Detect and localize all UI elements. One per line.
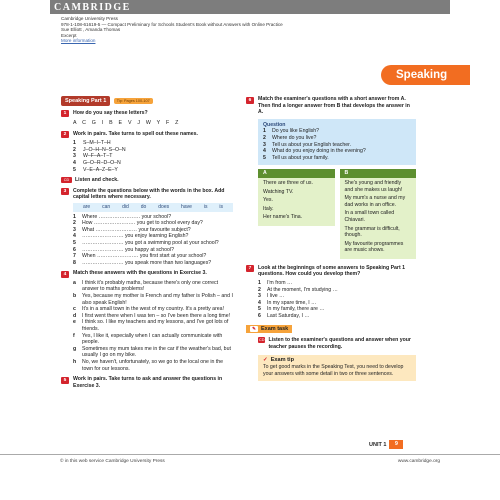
list-item xyxy=(263,142,411,149)
exercise-2 xyxy=(61,131,233,139)
exercise-instruction: Match these answers with the questions in Exercise 3. xyxy=(73,270,207,277)
more-information-link[interactable]: More information xyxy=(61,38,96,44)
item-letter: h xyxy=(73,358,77,365)
short-answer: Italy. xyxy=(263,205,274,212)
page-number: 9 xyxy=(389,440,403,449)
exercise-number: 1 xyxy=(61,110,69,117)
item-number: 2 xyxy=(73,220,76,227)
website-link[interactable]: www.cambridge.org xyxy=(397,459,440,464)
list-item xyxy=(73,167,233,174)
word-item: did xyxy=(122,203,129,210)
item-number: 2 xyxy=(258,286,261,293)
gap-fill-sentences xyxy=(61,214,233,267)
column-b-body xyxy=(340,178,417,259)
item-number: 6 xyxy=(258,313,261,320)
item-text: Last Saturday, I … xyxy=(267,313,310,320)
list-item xyxy=(73,253,233,260)
item-text: I live … xyxy=(267,293,285,300)
list-item xyxy=(263,128,411,135)
unit-label: UNIT 1 xyxy=(369,441,387,448)
exam-tip-box xyxy=(258,355,416,381)
list-item xyxy=(73,153,233,160)
item-text: When …………………… you first start at your school? xyxy=(82,253,207,260)
left-column xyxy=(61,96,233,389)
list-item xyxy=(73,280,233,293)
item-number: 2 xyxy=(73,146,76,153)
answer-list xyxy=(61,280,233,372)
column-b-header: B xyxy=(340,169,417,178)
exercise-instruction: Look at the beginnings of some answers to Speaking Part 1 questions. How could you develop them? xyxy=(258,264,406,278)
item-number: 4 xyxy=(73,159,76,166)
item-text: …………………… you got a swimming pool at your school? xyxy=(82,239,219,246)
item-letter: f xyxy=(73,332,75,339)
speaking-part-label: Speaking Part 1 xyxy=(61,96,110,106)
list-item xyxy=(73,319,233,332)
item-number: 7 xyxy=(73,253,76,260)
speaking-part-sub: Tip: Pages 100-107 xyxy=(114,98,153,105)
list-item xyxy=(73,333,233,346)
item-text: Tell us about your English teacher. xyxy=(272,141,352,148)
item-number: 4 xyxy=(73,233,76,240)
item-number: 5 xyxy=(263,154,266,161)
list-item xyxy=(73,214,233,221)
exercise-instruction: Work in pairs. Take turns to ask and answer the questions in Exercise 3. xyxy=(73,376,223,389)
long-answer: My mum's a nurse and my dad works in an office. xyxy=(344,195,406,208)
item-text: In my family, there are … xyxy=(267,306,325,313)
list-item xyxy=(73,346,233,359)
list-item xyxy=(263,148,411,155)
list-item xyxy=(73,227,233,234)
list-item xyxy=(73,220,233,227)
item-text: Where do you live? xyxy=(272,134,317,141)
item-text: What do you enjoy doing in the evening? xyxy=(272,148,366,155)
item-number: 1 xyxy=(73,140,76,147)
list-item xyxy=(258,300,416,307)
exercise-1 xyxy=(61,110,233,118)
item-letter: a xyxy=(73,279,76,286)
item-number: 1 xyxy=(263,128,266,135)
meta-authors: Sue Elliott , Amanda Thomas xyxy=(61,27,121,33)
list-item xyxy=(73,240,233,247)
exercise-number: 2 xyxy=(61,131,69,138)
cup-header xyxy=(0,0,500,52)
exercise-5 xyxy=(61,376,233,389)
item-number: 5 xyxy=(73,239,76,246)
names-list xyxy=(61,140,233,173)
item-text: In my spare time, I … xyxy=(267,299,317,306)
long-answer: In a small town called Chiavari. xyxy=(344,210,395,223)
book-meta xyxy=(61,16,283,44)
list-item xyxy=(73,233,233,240)
exercise-3 xyxy=(61,188,233,201)
exercise-number: 3 xyxy=(61,188,69,195)
list-item xyxy=(73,359,233,372)
item-text: G–O–R–D–O–N xyxy=(83,159,121,166)
meta-title: 978-1-108-61619-5 — Compact Preliminary for Schools Student's Book without Answers with Online Practice xyxy=(61,21,283,27)
list-item xyxy=(263,155,411,162)
item-text: …………………… you speak more than two languages? xyxy=(82,259,212,266)
cup-top-bar xyxy=(50,0,450,14)
list-item xyxy=(73,260,233,267)
exercise-instruction: How do you say these letters? xyxy=(73,109,148,116)
item-letter: b xyxy=(73,292,77,299)
list-item xyxy=(263,135,411,142)
item-text: J–O–H–N–S–O–N xyxy=(83,146,126,153)
exam-tip-header xyxy=(263,357,294,364)
item-letter: d xyxy=(73,312,77,319)
exercise-number: 4 xyxy=(61,271,69,278)
item-number: 3 xyxy=(258,293,261,300)
item-text: How …………………… you get to school every day? xyxy=(82,220,203,227)
word-item: do xyxy=(140,203,147,210)
answer-beginnings xyxy=(246,280,416,320)
item-text: Tell us about your family. xyxy=(272,154,329,161)
item-letter: g xyxy=(73,345,77,352)
exam-task-listen xyxy=(258,337,416,350)
item-text: Do you like English? xyxy=(272,128,320,135)
word-item: is xyxy=(219,203,224,210)
item-text: At the moment, I'm studying … xyxy=(267,286,338,293)
exam-task-label xyxy=(246,325,292,334)
item-number: 5 xyxy=(73,166,76,173)
item-number: 3 xyxy=(263,141,266,148)
page-footer xyxy=(369,440,403,449)
item-number: 3 xyxy=(73,226,76,233)
item-number: 4 xyxy=(258,299,261,306)
column-a xyxy=(258,169,335,259)
list-item xyxy=(258,280,416,287)
item-letter: c xyxy=(73,306,76,313)
word-item: are xyxy=(82,203,91,210)
column-b xyxy=(340,169,417,259)
item-text: Where …………………… your school? xyxy=(82,213,172,220)
exam-task-text: Exam task xyxy=(261,325,289,332)
item-text: I think it's probably maths, because there's only one correct answer to maths problems! xyxy=(82,279,219,293)
right-column xyxy=(246,96,416,381)
long-answer: The grammar is difficult, though. xyxy=(344,225,400,239)
list-item xyxy=(73,306,233,313)
item-text: V–E–A–Z–E–Y xyxy=(83,166,118,173)
item-number: 8 xyxy=(73,259,76,266)
item-text: …………………… you enjoy learning English? xyxy=(82,233,189,240)
exam-task-instruction: Listen to the examiner's questions and answer when your teacher pauses the recording. xyxy=(268,337,411,350)
item-number: 1 xyxy=(258,280,261,287)
meta-excerpt: Excerpt xyxy=(61,32,77,38)
list-item xyxy=(258,313,416,320)
item-text: It's in a small town in the west of my country. It's a pretty area! xyxy=(82,306,225,313)
long-answer: She's young and friendly and she makes us laugh! xyxy=(344,179,403,193)
exercise-number: 6 xyxy=(246,97,254,104)
list-item xyxy=(258,306,416,313)
item-text: I think so. I like my teachers and my lessons, and I've got lots of friends. xyxy=(82,319,229,332)
item-text: What …………………… your favourite subject? xyxy=(82,226,191,233)
word-item: have xyxy=(181,203,192,210)
column-a-header: A xyxy=(258,169,335,178)
exercise-instruction: Work in pairs. Take turns to spell out these names. xyxy=(73,130,198,137)
list-item xyxy=(73,160,233,167)
word-box xyxy=(73,203,233,212)
item-number: 1 xyxy=(73,213,76,220)
item-text: I first went there when I was ten – so I've been there a long time! xyxy=(82,312,231,319)
short-answer: Her name's Tina. xyxy=(263,214,303,221)
list-item xyxy=(73,247,233,254)
cambridge-logo: CAMBRIDGE xyxy=(54,1,131,13)
column-a-body xyxy=(258,178,335,226)
exam-tip-label: Exam tip xyxy=(270,357,295,364)
exercise-number: 7 xyxy=(246,265,254,272)
list-item xyxy=(73,140,233,147)
item-number: 6 xyxy=(73,246,76,253)
audio-cd-icon[interactable]: CD xyxy=(258,338,265,343)
exercise-6 xyxy=(246,96,416,116)
short-answer: Watching TV. xyxy=(263,188,294,195)
item-number: 3 xyxy=(73,153,76,160)
list-item xyxy=(258,287,416,294)
cup-footer xyxy=(0,454,500,500)
item-text: Sometimes my mum takes me in the car if the weather's bad, but usually I go on my bike. xyxy=(82,345,231,359)
item-text: S–M–I–T–H xyxy=(83,140,111,147)
listen-and-check xyxy=(61,177,233,184)
answer-columns xyxy=(258,169,416,259)
speaking-banner xyxy=(381,65,470,85)
item-number: 2 xyxy=(263,134,266,141)
exercise-number: 5 xyxy=(61,377,69,384)
audio-cd-icon[interactable]: CD xyxy=(61,177,72,183)
exercise-instruction: Complete the questions below with the words in the box. Add capital letters where necessary. xyxy=(73,187,225,201)
long-answer: My favourite programmes are music shows. xyxy=(344,240,404,254)
list-item xyxy=(73,147,233,154)
item-text: Yes, because my mother is French and my father is Polish – and I also speak English! xyxy=(82,292,233,306)
exercise-instruction: Match the examiner's questions with a short answer from A. Then find a longer answer from B that develops the answer in A. xyxy=(258,96,410,116)
copyright-text: © in this web service Cambridge University Press xyxy=(60,459,165,464)
listen-label: Listen and check. xyxy=(75,177,119,184)
short-answer: There are three of us. xyxy=(263,179,313,186)
exam-tip-text: To get good marks in the Speaking Test, you need to develop your answers with some detail in two or three sentences. xyxy=(263,364,404,377)
exercise-7 xyxy=(246,265,416,278)
question-box xyxy=(258,119,416,166)
item-letter: e xyxy=(73,319,76,326)
item-text: No, we haven't, unfortunately, so we go to the local one in the town for our lessons. xyxy=(82,358,224,372)
item-number: 5 xyxy=(258,306,261,313)
list-item xyxy=(258,293,416,300)
meta-publisher: Cambridge University Press xyxy=(61,16,118,21)
word-item: can xyxy=(102,203,111,210)
short-answer: Yes. xyxy=(263,197,273,204)
word-item: is xyxy=(203,203,208,210)
item-text: Yes, I like it, especially when I can actually communicate with people. xyxy=(82,332,223,346)
exercise-4 xyxy=(61,270,233,278)
letters-list: A C G I B E V J W Y F Z xyxy=(73,120,181,127)
list-item xyxy=(73,293,233,306)
speaking-banner-label: Speaking xyxy=(396,69,448,81)
question-box-header: Question xyxy=(263,121,286,128)
item-number: 4 xyxy=(263,148,266,155)
lightbulb-icon: ✓ xyxy=(263,357,268,364)
speech-bubble-icon: ✎ xyxy=(250,326,258,332)
item-text: …………………… you happy at school? xyxy=(82,246,174,253)
item-text: I'm from … xyxy=(267,280,293,287)
word-item: does xyxy=(158,203,170,210)
item-text: W–F–A–T–T xyxy=(83,153,113,160)
list-item xyxy=(73,313,233,320)
